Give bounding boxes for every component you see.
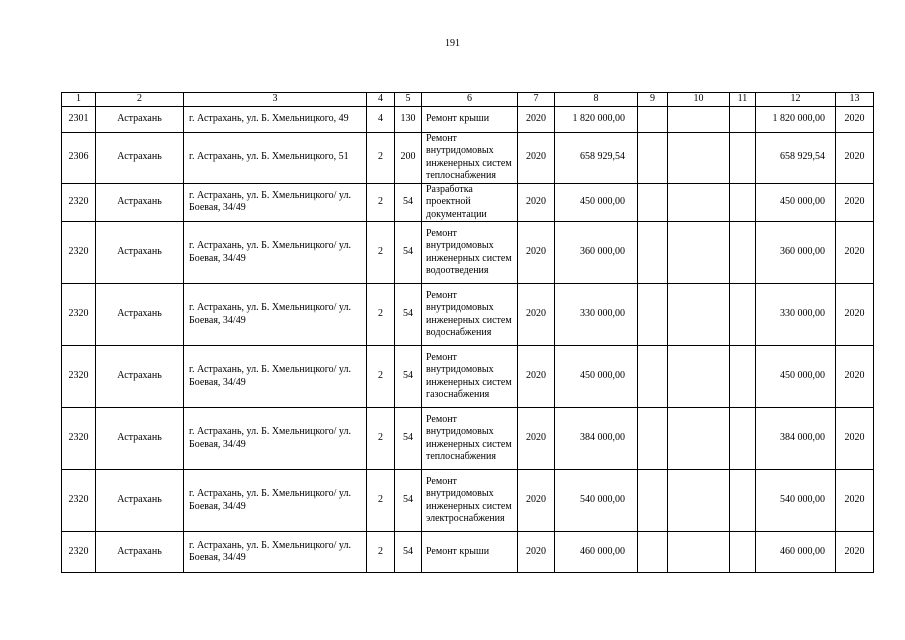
work-type-cell: Разработка проектной документации bbox=[422, 183, 518, 222]
floors-cell: 2 bbox=[367, 470, 395, 532]
column-header: 7 bbox=[518, 93, 555, 107]
end-year-cell: 2020 bbox=[836, 284, 874, 346]
end-year-cell: 2020 bbox=[836, 106, 874, 132]
year-cell: 2020 bbox=[518, 183, 555, 222]
cost-cell: 450 000,00 bbox=[555, 346, 638, 408]
col11-cell bbox=[730, 183, 756, 222]
col10-cell bbox=[668, 346, 730, 408]
total-cost-cell: 384 000,00 bbox=[756, 408, 836, 470]
end-year-cell: 2020 bbox=[836, 470, 874, 532]
end-year-cell: 2020 bbox=[836, 346, 874, 408]
column-header: 1 bbox=[62, 93, 96, 107]
row-code-cell: 2320 bbox=[62, 532, 96, 573]
units-cell: 54 bbox=[395, 408, 422, 470]
page-number: 191 bbox=[445, 38, 460, 49]
floors-cell: 2 bbox=[367, 284, 395, 346]
floors-cell: 2 bbox=[367, 532, 395, 573]
units-cell: 54 bbox=[395, 346, 422, 408]
column-header: 3 bbox=[184, 93, 367, 107]
col9-cell bbox=[638, 222, 668, 284]
city-cell: Астрахань bbox=[96, 532, 184, 573]
end-year-cell: 2020 bbox=[836, 132, 874, 183]
col10-cell bbox=[668, 106, 730, 132]
year-cell: 2020 bbox=[518, 346, 555, 408]
col10-cell bbox=[668, 183, 730, 222]
year-cell: 2020 bbox=[518, 532, 555, 573]
col9-cell bbox=[638, 183, 668, 222]
col9-cell bbox=[638, 408, 668, 470]
city-cell: Астрахань bbox=[96, 346, 184, 408]
cost-cell: 330 000,00 bbox=[555, 284, 638, 346]
column-header: 4 bbox=[367, 93, 395, 107]
units-cell: 130 bbox=[395, 106, 422, 132]
col10-cell bbox=[668, 532, 730, 573]
work-type-cell: Ремонт внутридомовых инженерных систем электроснабжения bbox=[422, 470, 518, 532]
total-cost-cell: 450 000,00 bbox=[756, 183, 836, 222]
address-cell: г. Астрахань, ул. Б. Хмельницкого/ ул. Боевая, 34/49 bbox=[184, 346, 367, 408]
units-cell: 54 bbox=[395, 222, 422, 284]
units-cell: 54 bbox=[395, 183, 422, 222]
address-cell: г. Астрахань, ул. Б. Хмельницкого/ ул. Боевая, 34/49 bbox=[184, 532, 367, 573]
header-row bbox=[62, 93, 874, 107]
end-year-cell: 2020 bbox=[836, 532, 874, 573]
units-cell: 54 bbox=[395, 532, 422, 573]
units-cell: 54 bbox=[395, 284, 422, 346]
row-code-cell: 2320 bbox=[62, 222, 96, 284]
table-row bbox=[62, 284, 874, 346]
column-header: 13 bbox=[836, 93, 874, 107]
floors-cell: 4 bbox=[367, 106, 395, 132]
column-header: 2 bbox=[96, 93, 184, 107]
floors-cell: 2 bbox=[367, 408, 395, 470]
end-year-cell: 2020 bbox=[836, 222, 874, 284]
row-code-cell: 2320 bbox=[62, 346, 96, 408]
units-cell: 54 bbox=[395, 470, 422, 532]
city-cell: Астрахань bbox=[96, 222, 184, 284]
col11-cell bbox=[730, 222, 756, 284]
table-row bbox=[62, 532, 874, 573]
column-header: 11 bbox=[730, 93, 756, 107]
table-row bbox=[62, 222, 874, 284]
col9-cell bbox=[638, 132, 668, 183]
col9-cell bbox=[638, 470, 668, 532]
column-header: 8 bbox=[555, 93, 638, 107]
col10-cell bbox=[668, 408, 730, 470]
table-row bbox=[62, 132, 874, 183]
col11-cell bbox=[730, 532, 756, 573]
address-cell: г. Астрахань, ул. Б. Хмельницкого/ ул. Боевая, 34/49 bbox=[184, 284, 367, 346]
column-header: 9 bbox=[638, 93, 668, 107]
col9-cell bbox=[638, 284, 668, 346]
col10-cell bbox=[668, 470, 730, 532]
year-cell: 2020 bbox=[518, 470, 555, 532]
address-cell: г. Астрахань, ул. Б. Хмельницкого, 49 bbox=[184, 106, 367, 132]
col11-cell bbox=[730, 284, 756, 346]
cost-cell: 540 000,00 bbox=[555, 470, 638, 532]
cost-cell: 658 929,54 bbox=[555, 132, 638, 183]
address-cell: г. Астрахань, ул. Б. Хмельницкого/ ул. Боевая, 34/49 bbox=[184, 183, 367, 222]
total-cost-cell: 360 000,00 bbox=[756, 222, 836, 284]
work-type-cell: Ремонт крыши bbox=[422, 106, 518, 132]
total-cost-cell: 658 929,54 bbox=[756, 132, 836, 183]
cost-cell: 460 000,00 bbox=[555, 532, 638, 573]
floors-cell: 2 bbox=[367, 183, 395, 222]
total-cost-cell: 1 820 000,00 bbox=[756, 106, 836, 132]
year-cell: 2020 bbox=[518, 222, 555, 284]
address-cell: г. Астрахань, ул. Б. Хмельницкого/ ул. Боевая, 34/49 bbox=[184, 408, 367, 470]
column-header: 5 bbox=[395, 93, 422, 107]
floors-cell: 2 bbox=[367, 222, 395, 284]
work-type-cell: Ремонт внутридомовых инженерных систем газоснабжения bbox=[422, 346, 518, 408]
work-type-cell: Ремонт внутридомовых инженерных систем теплоснабжения bbox=[422, 408, 518, 470]
floors-cell: 2 bbox=[367, 132, 395, 183]
city-cell: Астрахань bbox=[96, 408, 184, 470]
floors-cell: 2 bbox=[367, 346, 395, 408]
total-cost-cell: 540 000,00 bbox=[756, 470, 836, 532]
year-cell: 2020 bbox=[518, 284, 555, 346]
address-cell: г. Астрахань, ул. Б. Хмельницкого, 51 bbox=[184, 132, 367, 183]
city-cell: Астрахань bbox=[96, 183, 184, 222]
end-year-cell: 2020 bbox=[836, 408, 874, 470]
end-year-cell: 2020 bbox=[836, 183, 874, 222]
city-cell: Астрахань bbox=[96, 284, 184, 346]
table-row bbox=[62, 408, 874, 470]
col9-cell bbox=[638, 106, 668, 132]
year-cell: 2020 bbox=[518, 132, 555, 183]
col9-cell bbox=[638, 532, 668, 573]
row-code-cell: 2320 bbox=[62, 408, 96, 470]
col11-cell bbox=[730, 470, 756, 532]
address-cell: г. Астрахань, ул. Б. Хмельницкого/ ул. Боевая, 34/49 bbox=[184, 470, 367, 532]
cost-cell: 1 820 000,00 bbox=[555, 106, 638, 132]
work-type-cell: Ремонт внутридомовых инженерных систем водоотведения bbox=[422, 222, 518, 284]
col10-cell bbox=[668, 132, 730, 183]
col11-cell bbox=[730, 408, 756, 470]
city-cell: Астрахань bbox=[96, 106, 184, 132]
units-cell: 200 bbox=[395, 132, 422, 183]
row-code-cell: 2320 bbox=[62, 183, 96, 222]
table-row bbox=[62, 346, 874, 408]
col11-cell bbox=[730, 346, 756, 408]
total-cost-cell: 460 000,00 bbox=[756, 532, 836, 573]
row-code-cell: 2320 bbox=[62, 470, 96, 532]
col10-cell bbox=[668, 222, 730, 284]
row-code-cell: 2301 bbox=[62, 106, 96, 132]
col10-cell bbox=[668, 284, 730, 346]
table-row bbox=[62, 183, 874, 222]
cost-cell: 384 000,00 bbox=[555, 408, 638, 470]
total-cost-cell: 330 000,00 bbox=[756, 284, 836, 346]
work-type-cell: Ремонт внутридомовых инженерных систем теплоснабжения bbox=[422, 132, 518, 183]
year-cell: 2020 bbox=[518, 106, 555, 132]
row-code-cell: 2320 bbox=[62, 284, 96, 346]
col11-cell bbox=[730, 106, 756, 132]
year-cell: 2020 bbox=[518, 408, 555, 470]
cost-cell: 360 000,00 bbox=[555, 222, 638, 284]
table-row bbox=[62, 470, 874, 532]
address-cell: г. Астрахань, ул. Б. Хмельницкого/ ул. Боевая, 34/49 bbox=[184, 222, 367, 284]
work-type-cell: Ремонт крыши bbox=[422, 532, 518, 573]
city-cell: Астрахань bbox=[96, 470, 184, 532]
cost-cell: 450 000,00 bbox=[555, 183, 638, 222]
col11-cell bbox=[730, 132, 756, 183]
column-header: 12 bbox=[756, 93, 836, 107]
table-row bbox=[62, 106, 874, 132]
column-header: 10 bbox=[668, 93, 730, 107]
col9-cell bbox=[638, 346, 668, 408]
row-code-cell: 2306 bbox=[62, 132, 96, 183]
table-body bbox=[62, 106, 874, 573]
column-header: 6 bbox=[422, 93, 518, 107]
city-cell: Астрахань bbox=[96, 132, 184, 183]
total-cost-cell: 450 000,00 bbox=[756, 346, 836, 408]
work-type-cell: Ремонт внутридомовых инженерных систем водоснабжения bbox=[422, 284, 518, 346]
repair-schedule-table bbox=[61, 92, 874, 573]
